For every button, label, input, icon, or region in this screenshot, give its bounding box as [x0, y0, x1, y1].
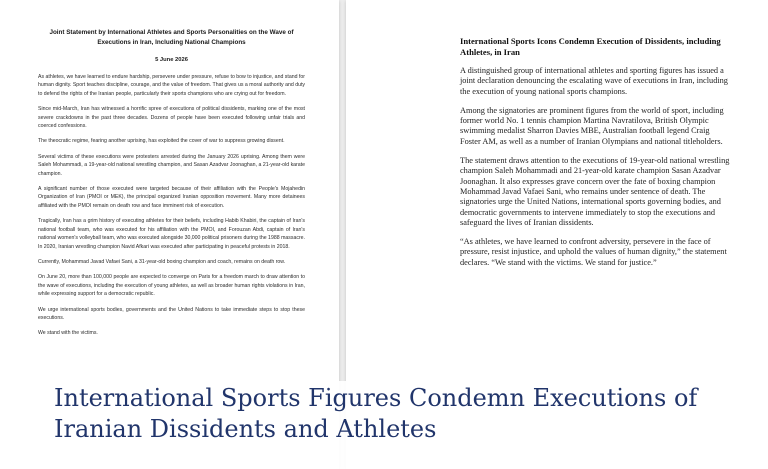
press-release-title: International Sports Icons Condemn Execution of Dissidents, including Athletes, in Iran — [460, 36, 721, 57]
joint-statement-paragraph: We urge international sports bodies, governments and the United Nations to take immediate steps to stop these executions. — [38, 306, 305, 321]
joint-statement-paragraph: Currently, Mohammad Javad Vafaei Sani, a 31-year-old boxing champion and coach, remains on death row. — [38, 258, 286, 265]
joint-statement-paragraph: Tragically, Iran has a grim history of executing athletes for their beliefs, including Habib Khabiri, the captain of Iran's national football team, who was executed for his affiliation with the PMOI, and Forouzan Abdi, captain of Iran's national women's volleyball team, who was executed alongside 30,000 political prisoners during the 1988 massacre. In 2020, Iranian wrestling champion Navid Afkari was executed after participating in peaceful protests in 2018. — [38, 218, 305, 250]
joint-statement-title: Joint Statement by International Athletes and Sports Personalities on the Wave of Executions in Iran, Including National Champions — [49, 29, 294, 46]
joint-statement-paragraph: Since mid-March, Iran has witnessed a horrific spree of executions of political dissidents, marking one of the most severe crackdowns in the past three decades. Dozens of people have been executed following unfair trials and coerced confessions. — [38, 106, 305, 130]
press-release-paragraph: A distinguished group of international athletes and sporting figures has issued a joint declaration denouncing the escalating wave of executions in Iran, including the execution of young national sports champions. — [460, 66, 728, 96]
press-release-paragraph: “As athletes, we have learned to confront adversity, persevere in the face of pressure, resist injustice, and uphold the values of human dignity,” the statement declares. “We stand with the victims. We stand for justice.” — [460, 237, 727, 267]
joint-statement-paragraph: We stand with the victims. — [38, 330, 98, 337]
joint-statement-paragraph: On June 20, more than 100,000 people are expected to converge on Paris for a freedom march to draw attention to the wave of executions, including the execution of young athletes, as well as broader human rights violations in Iran, while expressing support for a democratic republic. — [38, 274, 305, 298]
joint-statement-date: 5 June 2026 — [155, 57, 188, 63]
press-release-paragraph: Among the signatories are prominent figures from the world of sport, including former world No. 1 tennis champion Martina Navratilova, British Olympic swimming medalist Sharron Davies MBE, Australian football legend Craig Foster AM, as well as a number of Iranian Olympians and national titleholders. — [460, 105, 724, 146]
press-release-paragraph: The statement draws attention to the executions of 19-year-old national wrestling champion Saleh Mohammadi and 21-year-old karate champion Sasan Azadvar Joonaghan. It also expresses grave concern over the fate of boxing champion Mohammad Javad Vafaei Sani, who remains under sentence of death. The signatories urge the United Nations, international sports governing bodies, and democratic governments to intervene immediately to stop the executions and safeguard the lives of Iranian dissidents. — [460, 156, 730, 227]
joint-statement-paragraph: The theocratic regime, fearing another uprising, has exploited the cover of war to suppress growing dissent. — [38, 138, 285, 145]
joint-statement-paragraph: A significant number of those executed were targeted because of their affiliation with the People's Mojahedin Organization of Iran (PMOI or MEK), the principal organized Iranian opposition movement. Many more detainees affiliated with the PMOI remain on death row and face imminent risk of execution. — [38, 186, 305, 209]
joint-statement-paragraph: Several victims of these executions were protesters arrested during the January 2026 uprising. Among them were Saleh Mohammadi, a 19-year-old national wrestling champion, and Sasan Azadvar Joonaghan, a 21-year-old karate champion. — [38, 153, 305, 177]
joint-statement-paragraph: As athletes, we have learned to endure hardship, persevere under pressure, refuse to bow to injustice, and stand for human dignity. Sport teaches discipline, courage, and the value of freedom. That gives us a moral authority and duty to defend the rights of the Iranian people, particularly their sports champions who are crying out for freedom. — [38, 74, 305, 97]
headline-caption: International Sports Figures Condemn Executions of Iranian Dissidents and Athletes — [54, 384, 698, 443]
